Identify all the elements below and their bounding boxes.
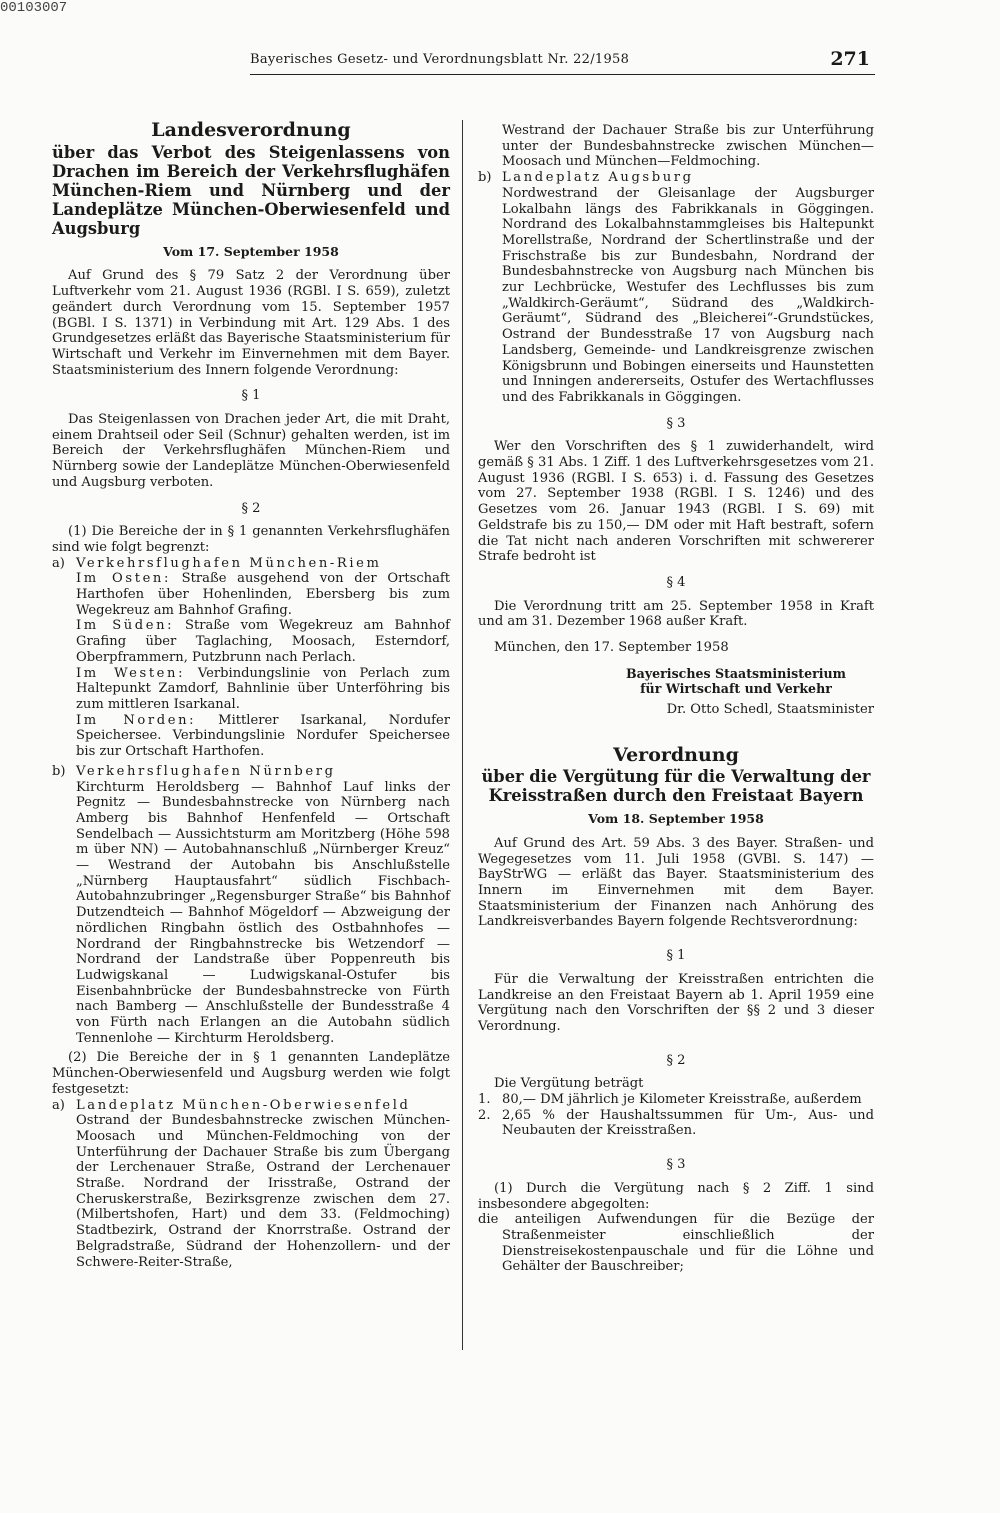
column-divider — [462, 120, 463, 1350]
section-heading: § 3 — [666, 1157, 686, 1173]
section-text: Das Steigenlassen von Drachen jeder Art, die mit Draht, einem Drahtseil oder Seil (Schnur) gehalten werden, ist im Bereich der Verkehrsflughäfen München-Riem und Nürnberg sowie der Landeplätze München-Oberwiesenfeld und Augsburg verboten. — [52, 412, 450, 490]
list-item: die anteiligen Aufwendungen für die Bezüge der Straßenmeister einschließlich der Dienstreisekostenpauschale und für die Löhne und Gehälter der Bauschreiber; — [478, 1212, 874, 1275]
item-label: a) — [52, 555, 65, 571]
item-title: Landeplatz München-Oberwiesenfeld — [76, 1097, 411, 1113]
direction-label: Im Westen: — [76, 665, 186, 681]
boundary-text: Nordwestrand der Gleisanlage der Augsburger Lokalbahn längs des Fabrikkanals in Göggingen. Nordrand des Lokalbahnstammgleises bis Haltepunkt Morellstraße, Nordrand der Schertlinstraße und der Frischstraße bis zur Bundesbahn, Nordrand der Bundesbahnstrecke von Augsburg nach München bis zur Lechbrücke, Westufer des Lechflusses bis zum „Waldkirch-Geräumt“, Südrand des „Waldkirch-Geräumt“, Südrand des „Bleicherei“-Grundstückes, Ostrand der Bundesstraße 17 von Augsburg nach Landsberg, Gemeinde- und Landkreisgrenze zwischen Königsbrunn und Bobingen einerseits und Haunstetten und Inningen andererseits, Ostufer des Wertachflusses und des Fabrikkanals in Göggingen. — [502, 185, 874, 405]
left-column — [52, 119, 451, 1270]
section-text: (2) Die Bereiche der in § 1 genannten Landeplätze München-Oberwiesenfeld und Augsburg werden wie folgt festgesetzt: — [52, 1050, 450, 1097]
section-heading: § 2 — [241, 500, 261, 516]
boundary-text: Westrand der Dachauer Straße bis zur Unterführung unter der Bundesbahnstrecke zwischen München—Moosach und München—Feldmoching. — [502, 123, 874, 170]
direction-label: Im Norden: — [76, 712, 197, 728]
boundary-text: Ostrand der Bundesbahnstrecke zwischen München-Moosach und München-Feldmoching von der Unterführung der Dachauer Straße bis zum Übergang der Lerchenauer Straße, Ostrand der Lerchenauer Straße. Nordrand der Irisstraße, Ostrand der Cheruskerstraße, Bezirksgrenze zwischen dem 27. (Milbertshofen, Hart) und dem 33. (Feldmoching) Stadtbezirk, Ostrand der Knorrstraße. Ostrand der Belgradstraße, Südrand der Hohenzollern- und der Schwere-Reiter-Straße, — [76, 1113, 450, 1270]
section-heading: § 4 — [666, 574, 686, 590]
section-text: Die Vergütung beträgt — [494, 1076, 644, 1092]
boundary-east — [76, 571, 450, 618]
section-text: Die Verordnung tritt am 25. September 1958 in Kraft und am 31. Dezember 1968 außer Kraft. — [478, 598, 874, 630]
boundary-south — [76, 618, 450, 665]
boundary-text: Kirchturm Heroldsberg — Bahnhof Lauf links der Pegnitz — Bundesbahnstrecke von Nürnberg nach Amberg bis Bahnhof Henfenfeld — Ortschaft Sendelbach — Aussichtsturm am Moritzberg (Höhe 598 m über NN) — Autobahnanschluß „Nürnberger Kreuz“ — Westrand der Autobahn bis Anschlußstelle „Nürnberg Hauptausfahrt“ südlich Fischbach-Autobahnzubringer „Regensburger Straße“ bis Bahnhof Dutzendteich — Bahnhof Mögeldorf — Abzweigung der nördlichen Ringbahn östlich des Ostbahnhofes — Nordrand der Ringbahnstrecke bis Wetzendorf — Nordrand der Landstraße über Poppenreuth bis Ludwigskanal — Ludwigskanal-Ostufer bis Eisenbahnbrücke der Bundesbahnstrecke von Fürth nach Bamberg — Anschlußstelle der Bundesstraße 4 von Fürth nach Erlangen an die Autobahn südlich Tennenlohe — Kirchturm Heroldsberg. — [76, 779, 450, 1046]
direction-label: Im Süden: — [76, 618, 175, 634]
section-heading: § 1 — [666, 948, 686, 964]
list-item — [478, 1108, 874, 1139]
direction-label: Im Osten: — [76, 571, 171, 587]
section-text: (1) Durch die Vergütung nach § 2 Ziff. 1 sind insbesondere abgegolten: — [478, 1180, 874, 1212]
minister-signature: Dr. Otto Schedl, Staatsminister — [666, 701, 874, 717]
list-item — [52, 556, 450, 572]
boundary-text: Verbindungslinie von Perlach zum Haltepunkt Zamdorf, Bahnlinie über Unterföhring bis zum mittleren Isarkanal. — [76, 665, 450, 712]
ordinance-date: Vom 18. September 1958 — [588, 811, 764, 827]
ordinance-title: Landesverordnung — [151, 119, 351, 141]
list-item — [478, 170, 874, 186]
section-text: (1) Die Bereiche der in § 1 genannten Verkehrsflughäfen sind wie folgt begrenzt: — [52, 524, 450, 555]
preamble: Auf Grund des Art. 59 Abs. 3 des Bayer. Straßen- und Wegegesetzes vom 11. Juli 1958 (GVBl. S. 147) — BayStrWG — erläßt das Bayer. Staatsministerium des Innern im Einvernehmen mit dem Bayer. Staatsministerium der Finanzen nach Anhörung des Landkreisverbandes Bayern folgende Rechtsverordnung: — [478, 835, 874, 930]
boundary-west — [76, 666, 450, 713]
ordinance-subtitle: über die Vergütung für die Verwaltung der Kreisstraßen durch den Freistaat Bayern — [481, 767, 871, 806]
item-text: 80,— DM jährlich je Kilometer Kreisstraße, außerdem — [502, 1092, 862, 1108]
boundary-text: Mittlerer Isarkanal, Nordufer Speichersee. Verbindungslinie Nordufer Speichersee bis zur Ortschaft Harthofen. — [76, 712, 451, 760]
page-number: 271 — [830, 48, 870, 70]
item-label: 2. — [478, 1107, 491, 1123]
section-heading: § 3 — [666, 415, 686, 431]
archive-stamp: 00103007 — [0, 0, 68, 16]
item-title: Landeplatz Augsburg — [502, 170, 694, 186]
section-heading: § 1 — [241, 388, 261, 404]
item-label: b) — [52, 763, 66, 779]
list-item — [52, 764, 450, 780]
right-column — [478, 123, 874, 1275]
ordinance-title: Verordnung — [613, 743, 739, 766]
item-text: 2,65 % der Haushaltssummen für Um-, Aus- und Neubauten der Kreisstraßen. — [502, 1107, 874, 1139]
section-heading: § 2 — [666, 1052, 686, 1068]
list-item — [478, 1092, 874, 1108]
place-date: München, den 17. September 1958 — [494, 640, 729, 656]
ministry-block — [598, 666, 874, 696]
item-title: Verkehrsflughafen München-Riem — [76, 555, 382, 571]
preamble: Auf Grund des § 79 Satz 2 der Verordnung über Luftverkehr vom 21. August 1936 (RGBl. I S. 659), zuletzt geändert durch Verordnung vom 15. September 1957 (BGBl. I S. 1371) in Verbindung mit Art. 129 Abs. 1 des Grundgesetzes erläßt das Bayerische Staatsministerium für Wirtschaft und Verkehr im Einvernehmen mit dem Bayer. Staatsministerium des Innern folgende Verordnung: — [52, 268, 450, 378]
ministry-name: Bayerisches Staatsministerium — [626, 665, 846, 681]
page-header — [250, 48, 870, 72]
ordinance-date: Vom 17. September 1958 — [163, 243, 339, 259]
item-label: 1. — [478, 1092, 491, 1108]
ordinance-subtitle: über das Verbot des Steigenlassens von Drachen im Bereich der Verkehrsflughäfen München-Riem und Nürnberg und der Landeplätze München-Oberwiesenfeld und Augsburg — [52, 142, 450, 238]
item-label: b) — [478, 170, 492, 186]
section-text: Für die Verwaltung der Kreisstraßen entrichten die Landkreise an den Freistaat Bayern ab 1. April 1959 eine Vergütung nach den Vorschriften der §§ 2 und 3 dieser Verordnung. — [478, 971, 874, 1034]
header-rule — [250, 74, 875, 75]
item-title: Verkehrsflughafen Nürnberg — [76, 763, 336, 779]
ministry-department: für Wirtschaft und Verkehr — [640, 680, 832, 696]
list-item — [52, 1098, 450, 1114]
boundary-text: Straße ausgehend von der Ortschaft Harthofen über Hohenlinden, Ebersberg bis zum Wegekreuz am Bahnhof Grafing. — [76, 571, 450, 618]
running-title: Bayerisches Gesetz- und Verordnungsblatt Nr. 22/1958 — [250, 52, 630, 67]
section-text: Wer den Vorschriften des § 1 zuwiderhandelt, wird gemäß § 31 Abs. 1 Ziff. 1 des Luftverkehrsgesetzes vom 21. August 1936 (RGBl. I S. 653) i. d. Fassung des Gesetzes vom 27. September 1938 (RGBl. I S. 1246) und des Gesetzes vom 26. Januar 1943 (RGBl. I S. 69) mit Geldstrafe bis zu 150,— DM oder mit Haft bestraft, sofern die Tat nicht nach anderen Vorschriften mit schwererer Strafe bedroht ist — [478, 439, 874, 565]
item-label: a) — [52, 1097, 65, 1113]
boundary-north — [76, 713, 450, 760]
boundary-text: Straße vom Wegekreuz am Bahnhof Grafing über Taglaching, Moosach, Esterndorf, Oberpframmern, Putzbrunn nach Perlach. — [76, 618, 450, 665]
